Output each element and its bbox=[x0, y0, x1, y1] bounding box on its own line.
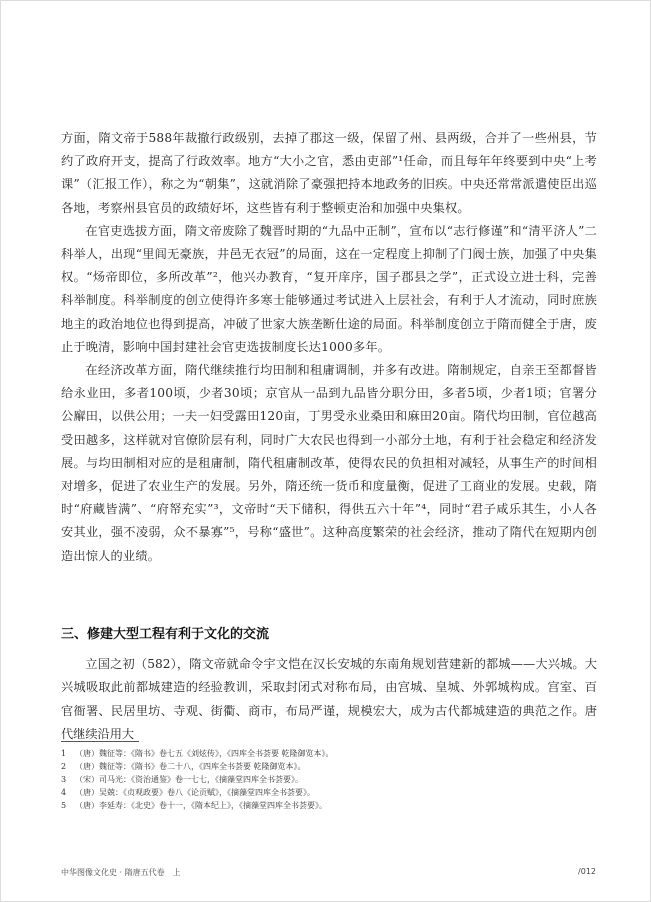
footnote-number: 1 bbox=[61, 749, 67, 758]
footnote-number: 3 bbox=[61, 775, 67, 784]
paragraph-admin: 方面，隋文帝于588年裁撤行政级别，去掉了郡这一级，保留了州、县两级，合并了一些州县，节约了政府开支，提高了行政效率。地方“大小之官，悉由吏部”¹任命，而且每年年终要到中央“上考课”（汇报工作），称之为“朝集”，这就消除了豪强把持本地政务的旧疾。中央还常常派遣使臣出巡各地，考察州县官员的政绩好坏，这些皆有利于整顿吏治和加强中央集权。 bbox=[61, 131, 597, 215]
paragraph-selection: 在官吏选拔方面，隋文帝废除了魏晋时期的“九品中正制”，宣布以“志行修谨”和“清平济人”二科举人，出现“里闾无豪族，井邑无衣冠”的局面，这在一定程度上抑制了门阀士族，加强了中央集权。“炀帝即位，多所改革”²，他兴办教育，“复开庠序，国子郡县之学”，正式设立进士科，完善科举制度。科举制度的创立使得许多寒士能够通过考试进入上层社会，有利于人才流动，同时庶族地主的政治地位也得到提高，冲破了世家大族垄断仕途的局面。科举制度创立于隋而健全于唐，废止于晚清，影响中国封建社会官吏选拔制度长达1000多年。 bbox=[61, 223, 597, 354]
running-footer-title: 中华图像文化史 · 隋唐五代卷 上 bbox=[61, 868, 181, 877]
footnote bbox=[61, 786, 597, 799]
footnote-divider bbox=[61, 741, 139, 742]
page-number: /012 bbox=[578, 867, 596, 876]
footnotes bbox=[61, 747, 597, 812]
footnote-number: 5 bbox=[61, 801, 67, 810]
footnote-number: 2 bbox=[61, 762, 67, 771]
footnote bbox=[61, 747, 597, 760]
section-body bbox=[61, 641, 597, 758]
footnote bbox=[61, 760, 597, 773]
paragraph-capital: 立国之初（582），隋文帝就命令宇文恺在汉长安城的东南角规划营建新的都城——大兴城。大兴城吸取此前都城建造的经验教训，采取封闭式对称布局，由宫城、皇城、外郭城构成。宫室、百官衙署、民居里坊、寺观、街衢、商市，布局严谨，规模宏大，成为古代都城建造的典范之作。唐代继续沿用大 bbox=[61, 657, 597, 741]
footnote-text: （唐）魏征等：《隋书》卷二十八，《四库全书荟要 乾隆御览本》。 bbox=[75, 762, 306, 771]
footnote-text: （宋）司马光：《资治通鉴》卷一七七，《摘藻堂四库全书荟要》。 bbox=[75, 775, 303, 784]
footnote-text: （唐）魏征等：《隋书》卷七五《刘炫传》，《四库全书荟要 乾隆御览本》。 bbox=[75, 749, 334, 758]
footnote-number: 4 bbox=[61, 788, 67, 797]
footnote bbox=[61, 799, 597, 812]
section-heading: 三、修建大型工程有利于文化的交流 bbox=[61, 627, 270, 642]
footnote-text: （唐）吴兢：《贞观政要》卷八《论贡赋》，《摘藻堂四库全书荟要》。 bbox=[75, 788, 315, 797]
paragraph-economy: 在经济改革方面，隋代继续推行均田制和租庸调制，并多有改进。隋制规定，自亲王至都督皆给永业田，多者100顷，少者30顷；京官从一品到九品皆分职分田，多者5顷，少者1顷；官署分公廨田，以供公用；一夫一妇受露田120亩，丁男受永业桑田和麻田20亩。隋代均田制，官位越高受田越多，这样就对官僚阶层有利，同时广大农民也得到一小部分土地，有利于社会稳定和经济发展。与均田制相对应的是租庸制，隋代租庸制改革，使得农民的负担相对减轻，从事生产的时间相对增多，促进了农业生产的发展。另外，隋还统一货币和度量衡，促进了工商业的发展。史载，隋时“府藏皆满”、“府帑充实”³，文帝时“天下储积，得供五六十年”⁴，同时“君子咸乐其生，小人各安其业，强不凌弱，众不暴寡”⁵，号称“盛世”。这种高度繁荣的社会经济，推动了隋代在短期内创造出惊人的业绩。 bbox=[61, 363, 597, 563]
footnote-text: （唐）李延寿：《北史》卷十一，《隋本纪上》，《摘藻堂四库全书荟要》。 bbox=[75, 801, 327, 810]
body-text bbox=[61, 127, 597, 568]
footnote bbox=[61, 773, 597, 786]
